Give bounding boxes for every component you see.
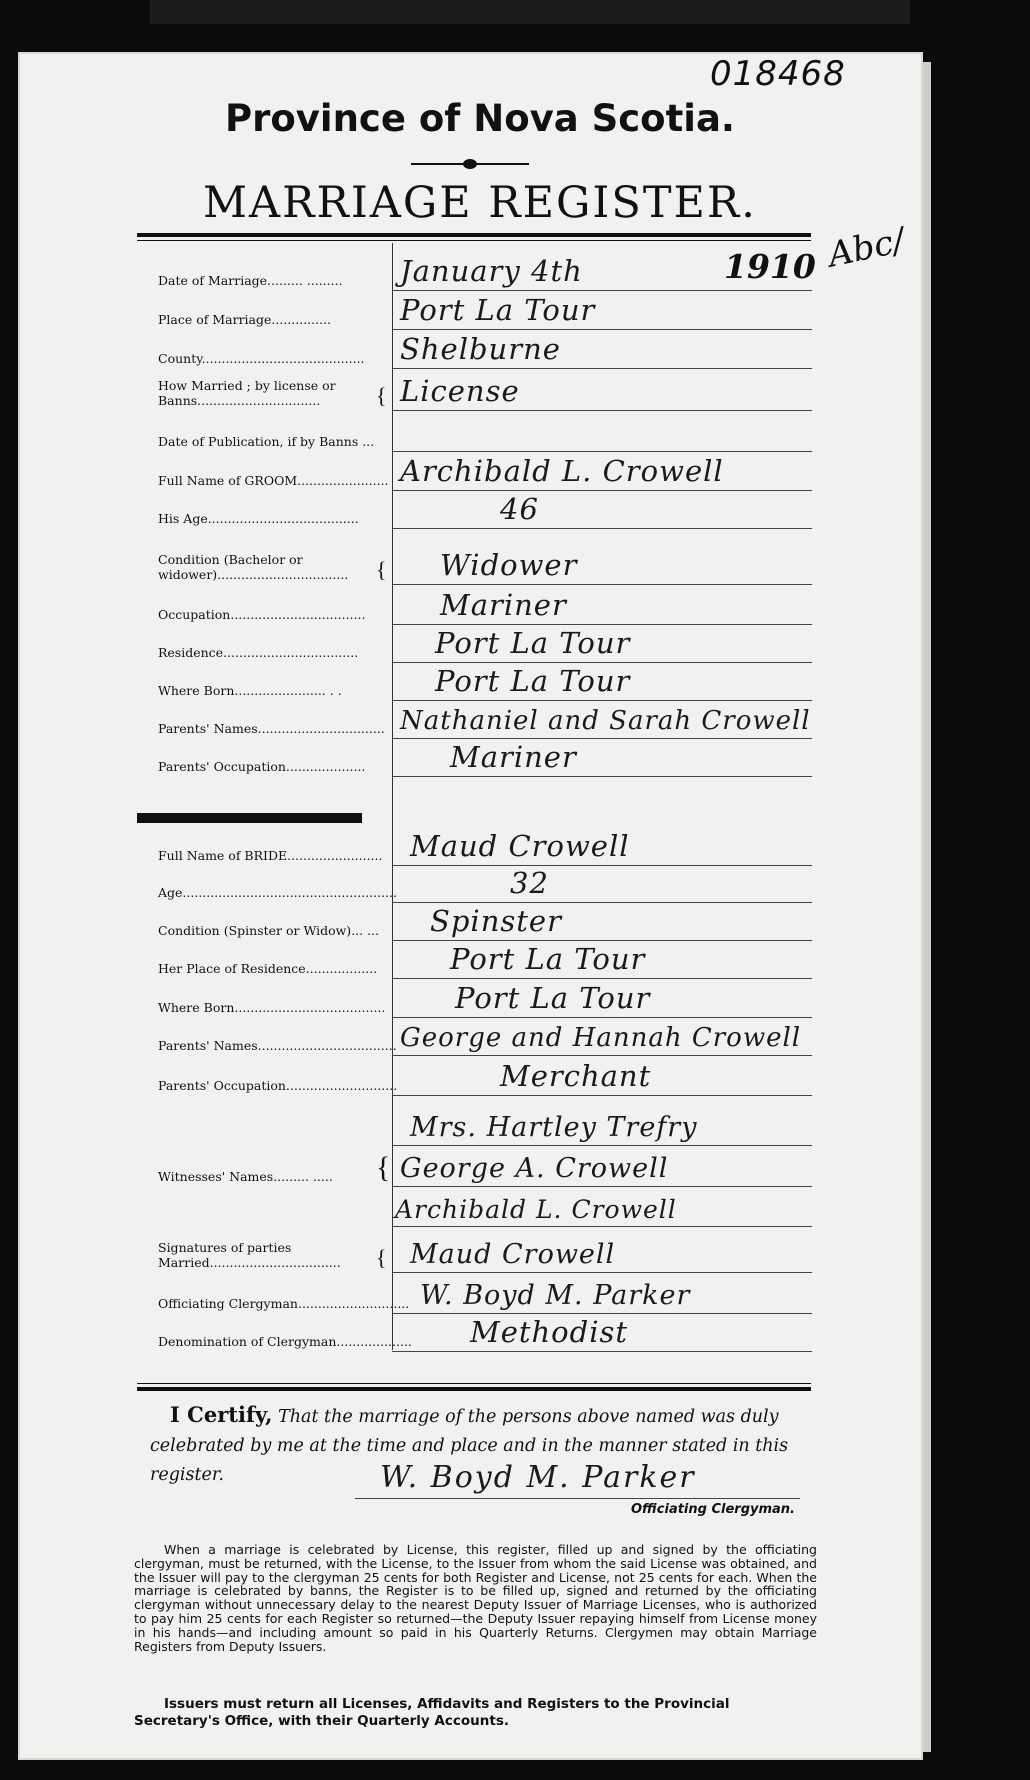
field-label: Condition (Bachelor or widower).................................: [158, 552, 349, 582]
field-groom-parents-occupation: [0, 738, 960, 778]
province-heading: Province of Nova Scotia.: [225, 97, 735, 140]
field-label: County.........................................: [158, 351, 365, 366]
field-value: Mariner: [450, 740, 577, 774]
field-label: Full Name of BRIDE........................: [158, 848, 383, 863]
field-groom-condition: Condition (Bachelor or widower)................................. { Widower: [0, 546, 960, 586]
field-value: Merchant: [500, 1059, 652, 1093]
field-witness-3: [0, 1188, 960, 1228]
field-value: Archibald L. Crowell: [395, 1195, 677, 1224]
header-rule-thin: [137, 240, 811, 241]
field-label: Officiating Clergyman............................: [158, 1296, 410, 1311]
clergyman-signature: W. Boyd M. Parker: [380, 1460, 696, 1495]
field-value: License: [400, 374, 520, 408]
field-label: Where Born....................... . .: [158, 683, 342, 698]
field-bride-parents-occupation: [0, 1057, 960, 1097]
field-label: Full Name of GROOM.......................: [158, 473, 389, 488]
field-place-of-marriage: [0, 291, 960, 331]
field-value: W. Boyd M. Parker: [420, 1280, 691, 1311]
field-groom-name: [0, 452, 960, 492]
instructions-notice: When a marriage is celebrated by License, this register, filled up and signed by the officiating clergyman, must be returned, with the License, to the Issuer from whom the said License was obtained, and the Issuer will pay to the clergyman 25 cents for both Register and License, not 25 cents for each. When the marriage is celebrated by banns, the Register is to be filled up, signed and returned by the officiating clergyman without unnecessary delay to the nearest Deputy Issuer of Marriage Licenses, who is authorized to pay him 25 cents for each Register so returned—the Deputy Issuer repaying himself from License money in his hands—and including amount so paid in his Quarterly Returns. Clergymen may obtain Marriage Registers from Deputy Issuers.: [134, 1542, 817, 1654]
field-value: Mrs. Hartley Trefry: [410, 1112, 698, 1143]
field-value: 32: [510, 866, 549, 900]
field-label: Place of Marriage...............: [158, 312, 332, 327]
field-bride-parents: [0, 1017, 960, 1057]
signature-line: [355, 1498, 800, 1499]
field-witnesses: Witnesses' Names......... ..... { George A. Crowell: [0, 1148, 960, 1188]
field-denomination: [0, 1313, 960, 1353]
field-signatures: Signatures of parties Married................................. { Maud Crowell: [0, 1234, 960, 1274]
field-label: Condition (Spinster or Widow)... ...: [158, 923, 380, 938]
field-groom-birthplace: [0, 662, 960, 702]
field-how-married: How Married ; by license or Banns............................... { License: [0, 372, 960, 412]
initials-annotation: Abc/: [824, 220, 909, 276]
field-label: Residence..................................: [158, 645, 359, 660]
ornament-divider: [411, 158, 529, 170]
year-annotation: 1910: [724, 247, 816, 286]
field-label: Parents' Names................................: [158, 721, 385, 736]
field-value: Port La Tour: [435, 626, 631, 660]
field-value: Port La Tour: [435, 664, 631, 698]
field-bride-residence: [0, 940, 960, 980]
field-label: Where Born......................................: [158, 1000, 386, 1015]
field-value: George A. Crowell: [400, 1153, 669, 1184]
field-value: Maud Crowell: [410, 1239, 616, 1270]
field-label: His Age......................................: [158, 511, 359, 526]
field-value: Spinster: [430, 904, 562, 938]
certify-rule: [137, 1387, 811, 1391]
certify-body: That the marriage of the persons above named was duly celebrated by me at the time and place and in the manner stated in this register.: [150, 1407, 789, 1485]
field-groom-occupation: [0, 586, 960, 626]
field-groom-parents: [0, 700, 960, 740]
field-label: Signatures of parties Married.................................: [158, 1240, 341, 1270]
field-value: Mariner: [440, 588, 567, 622]
field-value: Methodist: [470, 1315, 629, 1349]
field-bride-age: [0, 864, 960, 904]
field-bride-birthplace: [0, 979, 960, 1019]
certify-lead: I Certify,: [170, 1402, 273, 1427]
field-value: Port La Tour: [450, 942, 646, 976]
field-label: Parents' Occupation............................: [158, 1078, 398, 1093]
field-value: Archibald L. Crowell: [400, 454, 724, 488]
field-value: George and Hannah Crowell: [400, 1023, 802, 1053]
field-value: January 4th: [400, 254, 583, 288]
field-groom-age: [0, 490, 960, 530]
film-edge: [150, 0, 910, 24]
register-title: MARRIAGE REGISTER.: [203, 178, 757, 228]
field-label: Parents' Names...................................: [158, 1038, 397, 1053]
field-label: Witnesses' Names......... .....: [158, 1169, 333, 1184]
field-value: Shelburne: [400, 332, 561, 366]
field-label: Parents' Occupation....................: [158, 759, 366, 774]
field-value: Maud Crowell: [410, 829, 630, 863]
field-bride-name: [0, 827, 960, 867]
field-officiating-clergyman: [0, 1275, 960, 1315]
field-label: Date of Marriage......... .........: [158, 273, 343, 288]
field-date-of-marriage: [0, 252, 960, 292]
field-value: Port La Tour: [400, 293, 596, 327]
header-rule: [137, 233, 811, 237]
field-label: Denomination of Clergyman...................: [158, 1334, 412, 1349]
field-value: Widower: [440, 548, 578, 582]
field-value: 46: [500, 492, 539, 526]
field-label: Age......................................................: [158, 885, 397, 900]
field-county: [0, 330, 960, 370]
groom-bride-separator: [137, 813, 362, 823]
field-label: Occupation..................................: [158, 607, 366, 622]
field-date-of-publication: [0, 413, 960, 453]
field-groom-residence: [0, 624, 960, 664]
signature-caption: Officiating Clergyman.: [630, 1502, 795, 1517]
issuers-notice: Issuers must return all Licenses, Affidavits and Registers to the Provincial Secretary's Office, with their Quarterly Accounts.: [134, 1696, 730, 1729]
field-witness-1: [0, 1107, 960, 1147]
field-bride-condition: [0, 902, 960, 942]
field-value: Nathaniel and Sarah Crowell: [400, 706, 811, 736]
certify-rule-thin: [137, 1383, 811, 1384]
field-label: Date of Publication, if by Banns ...: [158, 434, 375, 449]
serial-number: 018468: [710, 54, 846, 94]
field-label: Her Place of Residence..................: [158, 961, 378, 976]
field-value: Port La Tour: [455, 981, 651, 1015]
field-label: How Married ; by license or Banns...............................: [158, 378, 336, 408]
